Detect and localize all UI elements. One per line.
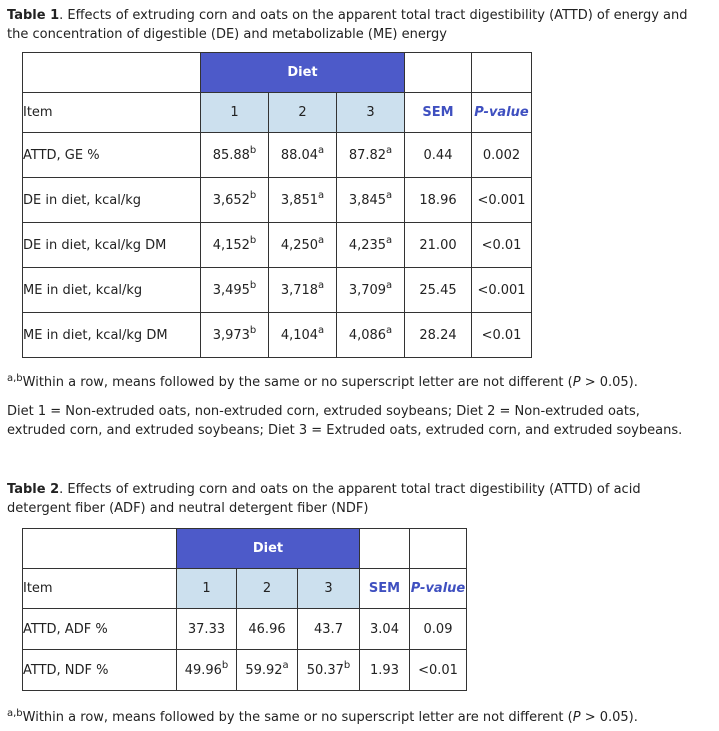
table1 — [22, 52, 532, 358]
superscript: b — [249, 279, 257, 291]
row-item-label: ME in diet, kcal/kg DM — [23, 313, 201, 358]
table1-caption-line1: . Effects of extruding corn and oats on the apparent total tract digestibility (ATTD) of energy and — [59, 8, 688, 23]
table2-diet-header: Diet — [177, 529, 360, 569]
value: 3,845 — [348, 192, 387, 208]
diet3-value — [337, 223, 405, 268]
p-value: <0.01 — [472, 223, 532, 268]
sem-value: 3.04 — [360, 609, 410, 650]
table1-diet-2-header: 2 — [269, 93, 337, 133]
diet3-value — [337, 133, 405, 178]
table1-header-row — [23, 93, 532, 133]
value: 43.7 — [314, 621, 343, 637]
value: 3,718 — [280, 282, 319, 298]
sem-value: 0.44 — [405, 133, 472, 178]
diet3-value — [337, 178, 405, 223]
value: 3,652 — [212, 192, 250, 208]
value: 59.92 — [245, 662, 283, 678]
value: 50.37 — [306, 662, 344, 678]
table2-caption-line2: detergent fiber (ADF) and neutral detergent fiber (NDF) — [7, 501, 369, 516]
diet-note-line2: extruded corn, and extruded soybeans; Diet 3 = Extruded oats, extruded corn, and extruded soybeans. — [7, 423, 683, 438]
superscript: a — [386, 234, 393, 246]
superscript: a — [386, 189, 393, 201]
superscript: a — [318, 234, 325, 246]
value: 3,973 — [212, 327, 250, 343]
superscript: b — [249, 144, 257, 156]
value: 3,851 — [280, 192, 319, 208]
value: 3,495 — [212, 282, 250, 298]
diet2-value — [269, 133, 337, 178]
footnote-superscript: a,b — [7, 373, 23, 384]
superscript: a — [318, 189, 325, 201]
superscript: a — [282, 659, 289, 671]
superscript: b — [249, 324, 257, 336]
sem-value: 21.00 — [405, 223, 472, 268]
diet2-value — [237, 650, 298, 691]
table2-caption — [7, 480, 641, 518]
diet2-value — [237, 609, 298, 650]
table1-label: Table 1 — [7, 8, 60, 23]
value: 88.04 — [280, 147, 319, 163]
diet1-value — [201, 223, 269, 268]
value: 85.88 — [212, 147, 250, 163]
footnote-end: > 0.05). — [580, 375, 638, 390]
footnote-text: Within a row, means followed by the same or no superscript letter are not different ( — [22, 375, 573, 390]
superscript: a — [386, 144, 393, 156]
table-row — [23, 223, 532, 268]
value: 49.96 — [184, 662, 222, 678]
diet1-value — [201, 268, 269, 313]
diet1-value — [177, 650, 237, 691]
footnote-p: P — [572, 710, 581, 725]
table2-sem-header: SEM — [360, 569, 410, 609]
table2-footnote — [7, 708, 638, 727]
footnote-superscript: a,b — [7, 708, 23, 719]
superscript: a — [386, 324, 393, 336]
superscript: a — [318, 324, 325, 336]
table2-label: Table 2 — [7, 482, 60, 497]
value: 4,086 — [348, 327, 387, 343]
table1-diet-note — [7, 402, 682, 440]
value: 37.33 — [187, 621, 226, 637]
diet1-value — [201, 178, 269, 223]
table2-empty-cell — [360, 529, 410, 569]
diet3-value — [298, 609, 360, 650]
table1-item-header: Item — [23, 93, 201, 133]
p-value: <0.01 — [410, 650, 467, 691]
row-item-label: ATTD, GE % — [23, 133, 201, 178]
footnote-end: > 0.05). — [580, 710, 638, 725]
table-row — [23, 650, 467, 691]
table2-diet-1-header: 1 — [177, 569, 237, 609]
p-value: <0.01 — [472, 313, 532, 358]
diet2-value — [269, 313, 337, 358]
table1-diet-3-header: 3 — [337, 93, 405, 133]
sem-value: 1.93 — [360, 650, 410, 691]
diet1-value — [201, 133, 269, 178]
diet-note-line1: Diet 1 = Non-extruded oats, non-extruded corn, extruded soybeans; Diet 2 = Non-extruded oats, — [7, 404, 640, 419]
value: 46.96 — [248, 621, 286, 637]
p-value: <0.001 — [472, 268, 532, 313]
footnote-p: P — [572, 375, 581, 390]
table2-empty-cell — [410, 529, 467, 569]
table1-diet-header: Diet — [201, 53, 405, 93]
table1-footnote — [7, 373, 638, 392]
value: 4,104 — [280, 327, 319, 343]
row-item-label: DE in diet, kcal/kg DM — [23, 223, 201, 268]
table-row — [23, 313, 532, 358]
p-value: 0.002 — [472, 133, 532, 178]
table1-caption-line2: the concentration of digestible (DE) and metabolizable (ME) energy — [7, 27, 447, 42]
superscript: a — [318, 144, 325, 156]
table1-caption — [7, 6, 687, 44]
row-item-label: ATTD, NDF % — [23, 650, 177, 691]
table2-diet-2-header: 2 — [237, 569, 298, 609]
superscript: a — [386, 279, 393, 291]
table-row — [23, 609, 467, 650]
table2-diet-3-header: 3 — [298, 569, 360, 609]
table2 — [22, 528, 467, 691]
value: 4,152 — [212, 237, 250, 253]
diet3-value — [337, 313, 405, 358]
superscript: a — [318, 279, 325, 291]
diet2-value — [269, 268, 337, 313]
table1-empty-cell — [405, 53, 472, 93]
table-row — [23, 133, 532, 178]
diet2-value — [269, 223, 337, 268]
superscript: b — [343, 659, 351, 671]
table2-pvalue-header — [410, 569, 467, 609]
p-value: 0.09 — [410, 609, 467, 650]
table1-empty-cell — [472, 53, 532, 93]
superscript: b — [249, 189, 257, 201]
superscript: b — [221, 659, 229, 671]
p-value: <0.001 — [472, 178, 532, 223]
table-row — [23, 268, 532, 313]
superscript: b — [249, 234, 257, 246]
sem-value: 28.24 — [405, 313, 472, 358]
table1-header-row-diet — [23, 53, 532, 93]
table2-caption-line1: . Effects of extruding corn and oats on the apparent total tract digestibility (ATTD) of acid — [59, 482, 641, 497]
diet1-value — [201, 313, 269, 358]
value: 4,235 — [348, 237, 387, 253]
table1-sem-header: SEM — [405, 93, 472, 133]
table2-header-row-diet — [23, 529, 467, 569]
sem-value: 25.45 — [405, 268, 472, 313]
table2-pvalue-label: P-value — [410, 581, 466, 596]
diet3-value — [337, 268, 405, 313]
row-item-label: ATTD, ADF % — [23, 609, 177, 650]
table1-diet-1-header: 1 — [201, 93, 269, 133]
table1-pvalue-label: P-value — [474, 105, 529, 120]
table2-empty-cell — [23, 529, 177, 569]
value: 4,250 — [280, 237, 319, 253]
value: 87.82 — [348, 147, 387, 163]
diet2-value — [269, 178, 337, 223]
table2-header-row — [23, 569, 467, 609]
table1-pvalue-header — [472, 93, 532, 133]
diet1-value — [177, 609, 237, 650]
table2-item-header: Item — [23, 569, 177, 609]
row-item-label: DE in diet, kcal/kg — [23, 178, 201, 223]
table-row — [23, 178, 532, 223]
table1-empty-cell — [23, 53, 201, 93]
footnote-text: Within a row, means followed by the same or no superscript letter are not different ( — [22, 710, 573, 725]
value: 3,709 — [348, 282, 387, 298]
row-item-label: ME in diet, kcal/kg — [23, 268, 201, 313]
sem-value: 18.96 — [405, 178, 472, 223]
diet3-value — [298, 650, 360, 691]
